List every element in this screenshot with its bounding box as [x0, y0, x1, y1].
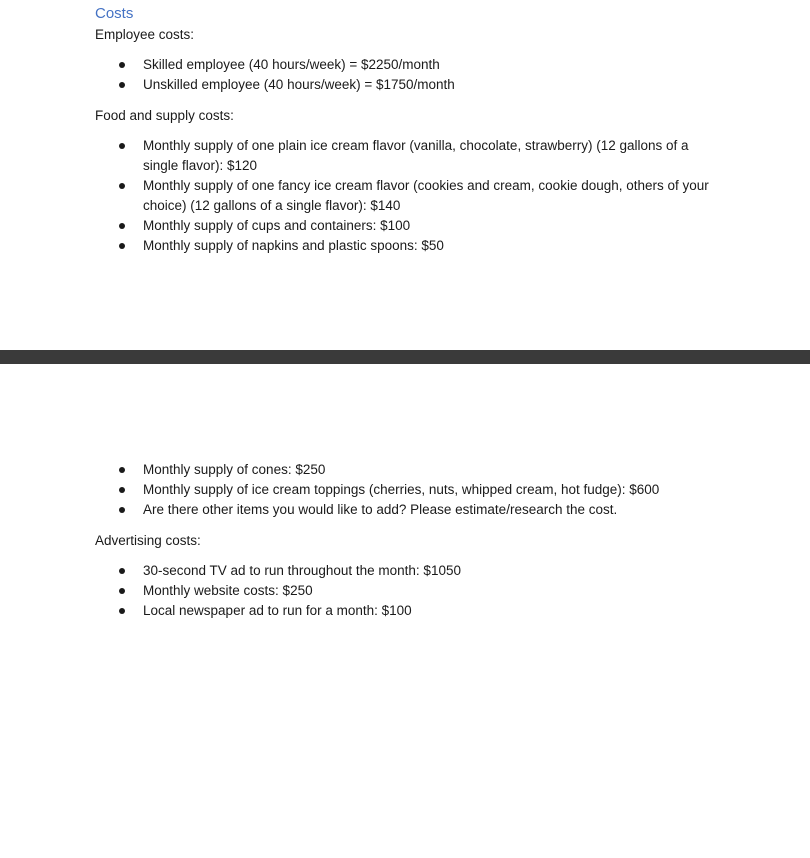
advertising-costs-label: Advertising costs:: [95, 533, 201, 548]
list-item: Monthly supply of napkins and plastic spoons: $50: [0, 236, 810, 256]
bullet-icon: [119, 487, 125, 493]
document-page-2: [0, 364, 810, 858]
document-page-1: [0, 0, 810, 350]
bullet-icon: [119, 243, 125, 249]
list-item: Monthly website costs: $250: [0, 581, 810, 601]
bullet-icon: [119, 143, 125, 149]
bullet-icon: [119, 183, 125, 189]
bullet-icon: [119, 223, 125, 229]
bullet-icon: [119, 62, 125, 68]
list-item: Monthly supply of one plain ice cream flavor (vanilla, chocolate, strawberry) (12 gallons of a single flavor): $120: [0, 136, 810, 176]
bullet-icon: [119, 588, 125, 594]
employee-costs-label: Employee costs:: [95, 27, 195, 42]
list-item: Monthly supply of cups and containers: $100: [0, 216, 810, 236]
bullet-icon: [119, 608, 125, 614]
list-item: Monthly supply of cones: $250: [0, 460, 810, 480]
food-supply-costs-list-continued: [0, 460, 810, 520]
list-item: Unskilled employee (40 hours/week) = $1750/month: [0, 75, 810, 95]
list-item: Local newspaper ad to run for a month: $100: [0, 601, 810, 621]
bullet-icon: [119, 568, 125, 574]
employee-costs-list: [0, 55, 810, 95]
list-item: 30-second TV ad to run throughout the month: $1050: [0, 561, 810, 581]
page-break-divider: [0, 350, 810, 364]
list-item: Are there other items you would like to add? Please estimate/research the cost.: [0, 500, 810, 520]
list-item: Skilled employee (40 hours/week) = $2250/month: [0, 55, 810, 75]
bullet-icon: [119, 507, 125, 513]
list-item: Monthly supply of one fancy ice cream flavor (cookies and cream, cookie dough, others of your choice) (12 gallons of a single flavor): $140: [0, 176, 810, 216]
costs-heading: Costs: [95, 5, 134, 22]
food-supply-costs-list: [0, 136, 810, 256]
food-supply-costs-label: Food and supply costs:: [95, 108, 234, 123]
bullet-icon: [119, 467, 125, 473]
list-item: Monthly supply of ice cream toppings (cherries, nuts, whipped cream, hot fudge): $600: [0, 480, 810, 500]
advertising-costs-list: [0, 561, 810, 621]
bullet-icon: [119, 82, 125, 88]
